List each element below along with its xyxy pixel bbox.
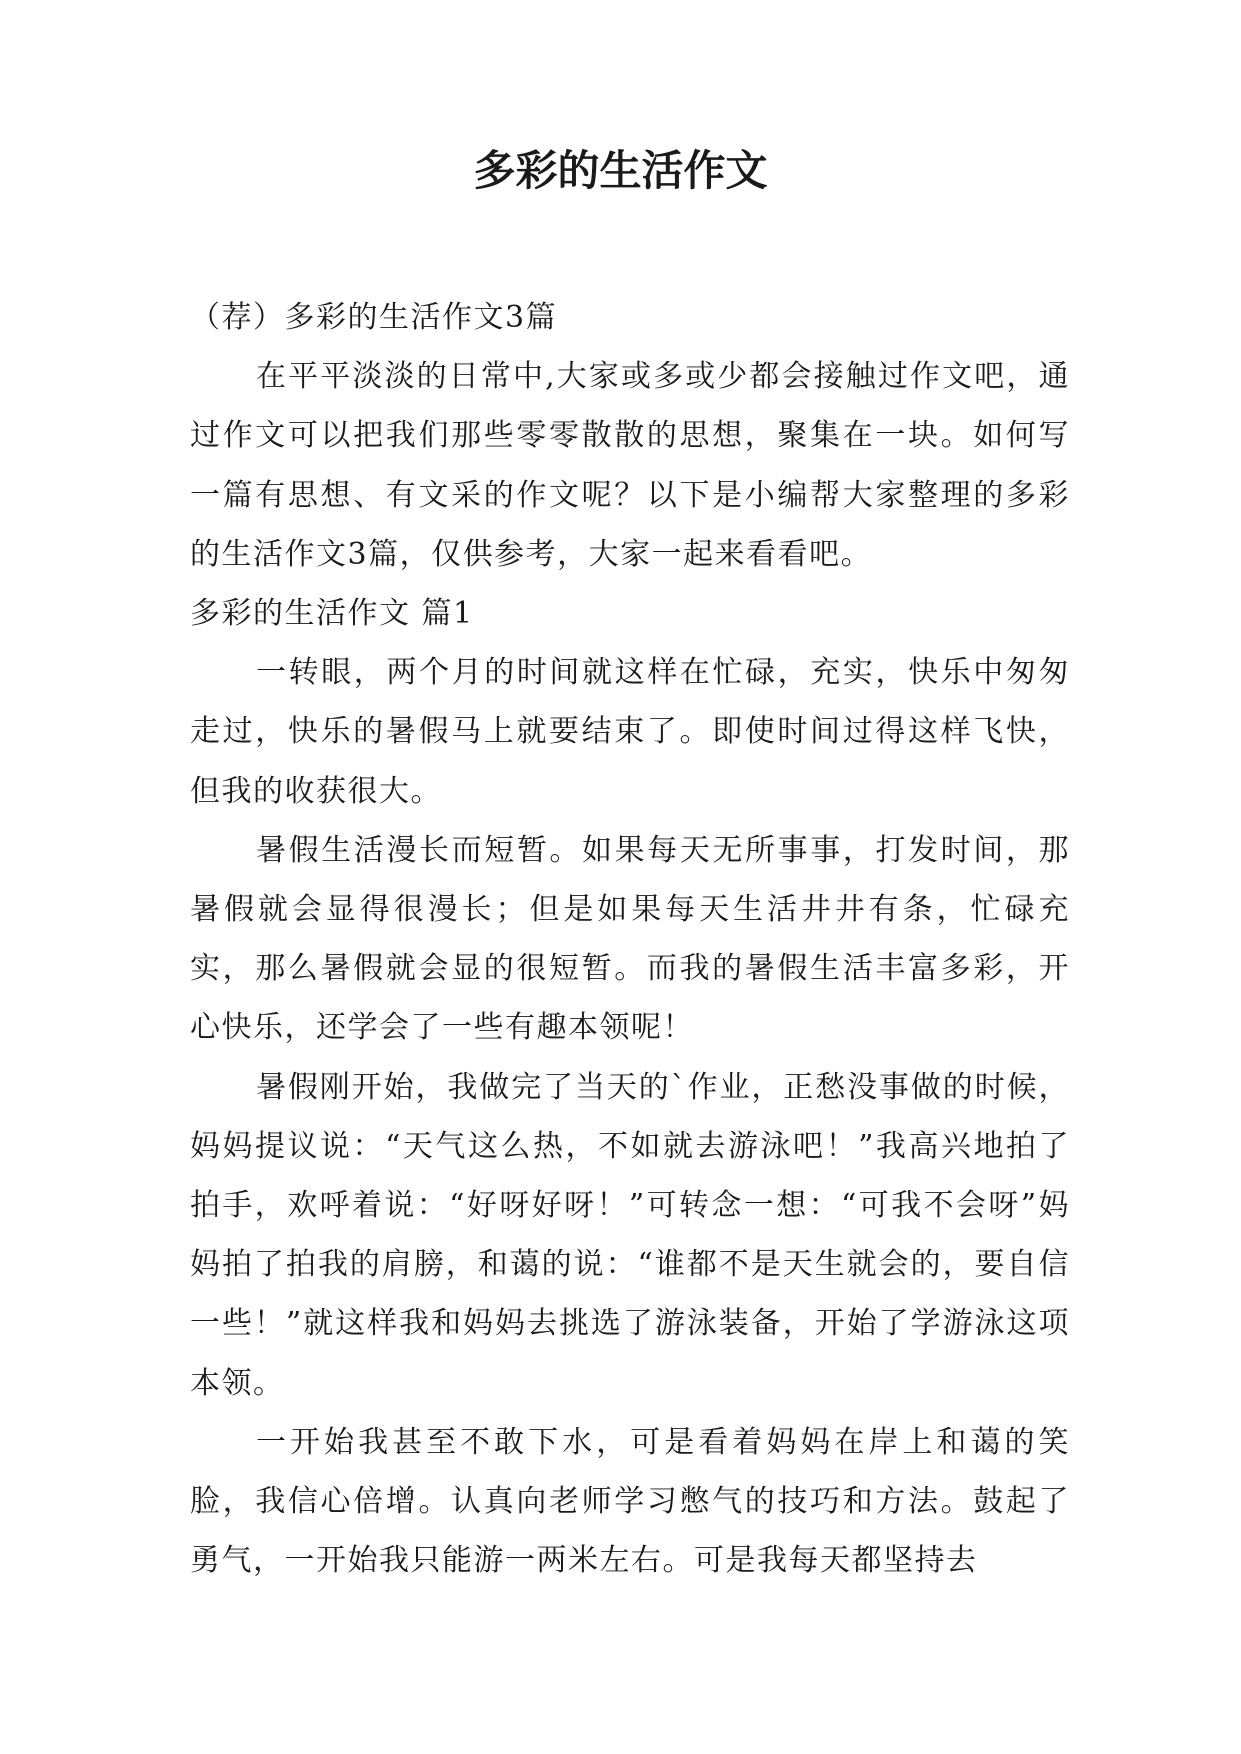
body-paragraph: 一开始我甚至不敢下水，可是看着妈妈在岸上和蔼的笑脸，我信心倍增。认真向老师学习憋气的技巧和方法。鼓起了勇气，一开始我只能游一两米左右。可是我每天都坚持去 <box>190 1424 1070 1579</box>
section-heading: 多彩的生活作文 篇1 <box>190 596 474 632</box>
document-subtitle: （荐）多彩的生活作文3篇 <box>190 300 558 335</box>
body-paragraph: 暑假生活漫长而短暂。如果每天无所事事，打发时间，那暑假就会显得很漫长；但是如果每天生活井井有条，忙碌充实，那么暑假就会显的很短暂。而我的暑假生活丰富多彩，开心快乐，还学会了一些有趣本领呢！ <box>190 832 1070 1046</box>
body-paragraph: 暑假刚开始，我做完了当天的`作业，正愁没事做的时候，妈妈提议说：“天气这么热，不如就去游泳吧！”我高兴地拍了拍手，欢呼着说：“好呀好呀！”可转念一想：“可我不会呀”妈妈拍了拍我的肩膀，和蔼的说：“谁都不是天生就会的，要自信一些！”就这样我和妈妈去挑选了游泳装备，开始了学游泳这项本领。 <box>190 1069 1070 1401</box>
body-paragraph: 一转眼，两个月的时间就这样在忙碌，充实，快乐中匆匆走过，快乐的暑假马上就要结束了。即使时间过得这样飞快，但我的收获很大。 <box>190 655 1070 809</box>
document-title: 多彩的生活作文 <box>473 146 768 195</box>
document-body <box>190 288 1070 1590</box>
intro-paragraph: 在平平淡淡的日常中,大家或多或少都会接触过作文吧，通过作文可以把我们那些零零散散的思想，聚集在一块。如何写一篇有思想、有文采的作文呢？以下是小编帮大家整理的多彩的生活作文3篇，仅供参考，大家一起来看看吧。 <box>190 359 1070 572</box>
